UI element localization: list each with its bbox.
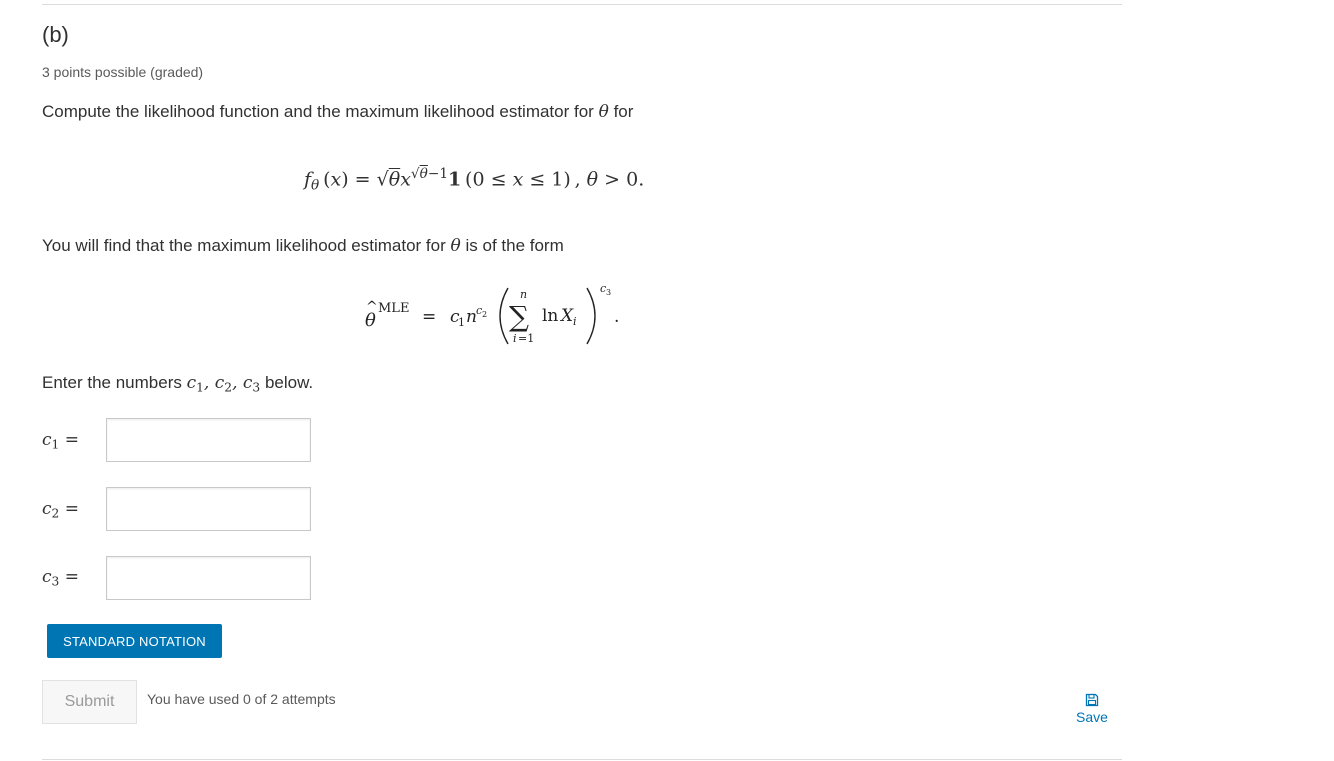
svg-text:^: ^ bbox=[366, 299, 378, 315]
enter-text: Enter the numbers bbox=[42, 373, 182, 392]
enter-tail: below. bbox=[264, 373, 314, 392]
standard-notation-button[interactable]: STANDARD NOTATION bbox=[47, 624, 222, 658]
svg-text:n: n bbox=[466, 307, 477, 327]
svg-text:∑: ∑ bbox=[509, 300, 529, 333]
form-text: You will find that the maximum likelihood estimator for bbox=[42, 236, 446, 255]
svg-text:n: n bbox=[520, 288, 528, 301]
attempts-status: You have used 0 of 2 attempts bbox=[147, 691, 336, 707]
save-icon bbox=[1085, 693, 1099, 707]
points-possible: 3 points possible (graded) bbox=[42, 64, 204, 80]
svg-text:=1: =1 bbox=[518, 332, 535, 345]
prompt-theta: θ bbox=[598, 102, 609, 122]
c2-label: $c_2$ = bbox=[42, 499, 79, 521]
prompt-tail: for bbox=[613, 102, 634, 121]
svg-text:MLE: MLE bbox=[378, 301, 410, 316]
svg-text:c: c bbox=[450, 307, 460, 327]
mle-form-equation bbox=[362, 278, 632, 358]
svg-text:θ: θ bbox=[365, 310, 376, 331]
c2-input[interactable] bbox=[106, 487, 311, 531]
c1-input[interactable] bbox=[106, 418, 311, 462]
svg-text:i: i bbox=[573, 315, 577, 328]
svg-text:c: c bbox=[476, 304, 483, 317]
prompt-text: Compute the likelihood function and the maximum likelihood estimator for bbox=[42, 102, 594, 121]
form-tail: is of the form bbox=[465, 236, 564, 255]
svg-text:=: = bbox=[422, 307, 437, 327]
svg-text:i: i bbox=[513, 332, 517, 345]
svg-text:.: . bbox=[614, 307, 620, 327]
form-theta: θ bbox=[450, 236, 461, 256]
submit-button[interactable]: Submit bbox=[42, 680, 137, 724]
bottom-divider bbox=[42, 759, 1122, 760]
svg-text:c: c bbox=[600, 282, 607, 295]
top-divider bbox=[42, 4, 1122, 5]
part-label: (b) bbox=[42, 22, 69, 47]
svg-text:3: 3 bbox=[606, 288, 612, 297]
problem-prompt bbox=[42, 102, 633, 122]
density-equation: $f_\theta$ $(x) = √\theta x^{√\theta-1}1$ (0 ≤ x ≤ 1) , θ > 0. bbox=[304, 166, 645, 194]
c1-label: $c_1$ = bbox=[42, 430, 79, 452]
form-statement bbox=[42, 236, 564, 256]
svg-text:X: X bbox=[561, 306, 574, 326]
enter-instruction: Enter the numbers $c_1$, $c_2$, $c_3$ below. bbox=[42, 373, 314, 395]
save-button[interactable] bbox=[1068, 693, 1116, 727]
svg-text:2: 2 bbox=[482, 310, 488, 319]
svg-text:1: 1 bbox=[458, 316, 465, 329]
c3-label: $c_3$ = bbox=[42, 567, 79, 589]
save-label: Save bbox=[1076, 709, 1108, 725]
svg-text:ln: ln bbox=[542, 306, 559, 326]
c3-input[interactable] bbox=[106, 556, 311, 600]
